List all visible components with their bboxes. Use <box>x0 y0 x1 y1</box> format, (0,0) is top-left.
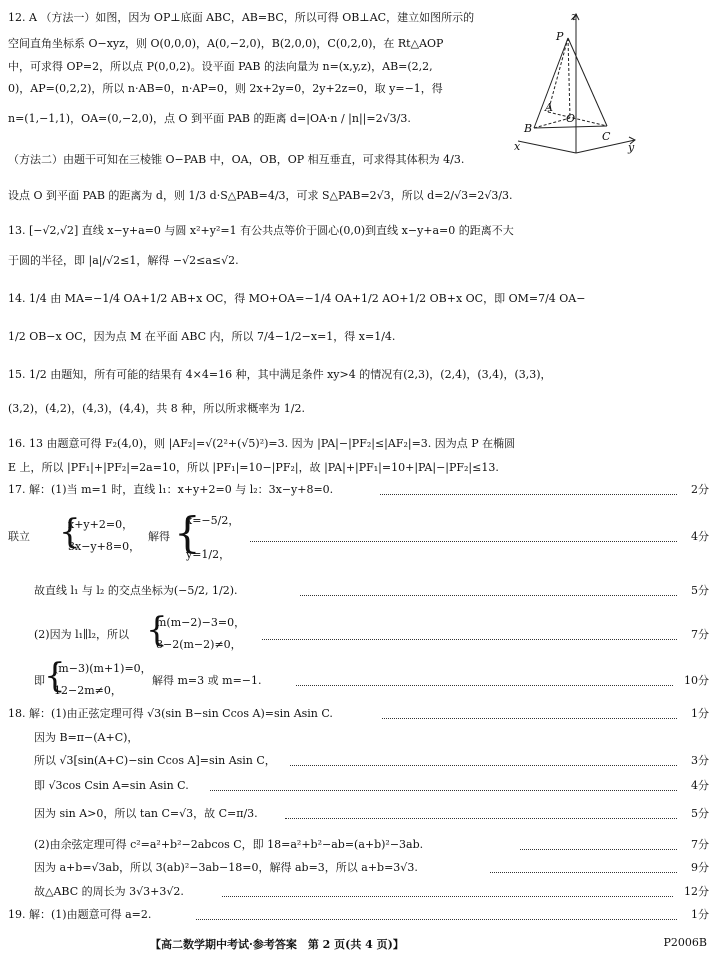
left-brace: { <box>44 656 66 696</box>
q17-cond-2: 8−2(m−2)≠0， <box>156 638 242 651</box>
q17-eq-2: 3x−y+8=0， <box>68 540 141 553</box>
leader-dots <box>520 849 677 850</box>
left-brace: { <box>174 508 201 557</box>
q17-cond-4: 12−2m≠0， <box>54 684 122 697</box>
score: 12分 <box>684 885 709 898</box>
q18-line-5: 因为 sin A>0，所以 tan C=√3，故 C=π/3. <box>34 807 258 820</box>
q15-line-2: (3,2)，(4,2)，(4,3)，(4,4)，共 8 种，所以所求概率为 1/2. <box>8 402 305 415</box>
fig-label-C: C <box>602 130 611 143</box>
q12-line-3: 中，可求得 OP=2，所以点 P(0,0,2)。设平面 PAB 的法向量为 n=(x,y,z)，AB=(2,2, <box>8 60 433 73</box>
leader-dots <box>250 541 677 542</box>
leader-dots <box>380 494 677 495</box>
q18-line-8: 故△ABC 的周长为 3√3+3√2. <box>34 885 184 898</box>
q17-ji-label: 即 <box>34 674 45 687</box>
q12-line-4: 0)，AP=(0,2,2)，所以 n·AB=0，n·AP=0，则 2x+2y=0，2y+2z=0，取 y=−1，得 <box>8 82 443 95</box>
leader-dots <box>490 872 677 873</box>
leader-dots <box>222 896 673 897</box>
q17-intersection: 故直线 l₁ 与 l₂ 的交点坐标为(−5/2, 1/2). <box>34 584 238 597</box>
leader-dots <box>382 718 677 719</box>
fig-label-B: B <box>524 122 533 135</box>
q17-part2-label: (2)因为 l₁∥l₂，所以 <box>34 628 130 641</box>
q19-line-1: 19. 解：(1)由题意可得 a=2. <box>8 908 152 921</box>
q17-result: 解得 m=3 或 m=−1. <box>152 674 262 687</box>
q14-line-1: 14. 1/4 由 MA=−1/4 OA+1/2 AB+x OC，得 MO+OA=−1/4 OA+1/2 AO+1/2 OB+x OC，即 OM=7/4 OA− <box>8 292 586 305</box>
q12-line-5: n=(1,−1,1)，OA=(0,−2,0)，点 O 到平面 PAB 的距离 d=|OA·n / |n||=2√3/3. <box>8 112 411 125</box>
fig-label-P: P <box>556 30 564 43</box>
score: 9分 <box>691 861 709 874</box>
score: 7分 <box>691 628 709 641</box>
q17-combine-label: 联立 <box>8 530 30 543</box>
score: 7分 <box>691 838 709 851</box>
q12-line-2: 空间直角坐标系 O−xyz，则 O(0,0,0)，A(0,−2,0)，B(2,0,0)，C(0,2,0)，在 Rt△AOP <box>8 37 444 50</box>
score: 5分 <box>691 584 709 597</box>
left-brace: { <box>59 512 81 552</box>
leader-dots <box>196 919 677 920</box>
q18-line-2: 因为 B=π−(A+C)， <box>34 731 139 744</box>
q12-line-1: 12. A （方法一）如图，因为 OP⊥底面 ABC，AB=BC，所以可得 OB⊥AC，建立如图所示的 <box>8 11 475 24</box>
leader-dots <box>262 639 677 640</box>
fig-label-A: A <box>545 101 553 114</box>
score: 2分 <box>691 483 709 496</box>
q13-line-1: 13. [−√2,√2] 直线 x−y+a=0 与圆 x²+y²=1 有公共点等价于圆心(0,0)到直线 x−y+a=0 的距离不大 <box>8 224 514 237</box>
q13-line-2: 于圆的半径，即 |a|/√2≤1，解得 −√2≤a≤√2. <box>8 254 239 267</box>
q17-eq-1: x+y+2=0， <box>68 518 134 531</box>
q12-method2: （方法二）由题干可知在三棱锥 O−PAB 中，OA，OB，OP 相互垂直，可求得其体积为 4/3. <box>8 153 465 166</box>
q14-line-2: 1/2 OB−x OC，因为点 M 在平面 ABC 内，所以 7/4−1/2−x=1，得 x=1/4. <box>8 330 396 343</box>
q16-line-2: E 上，所以 |PF₁|+|PF₂|=2a=10，所以 |PF₁|=10−|PF₂|，故 |PA|+|PF₁|=10+|PA|−|PF₂|≤13. <box>8 461 499 474</box>
leader-dots <box>290 765 677 766</box>
leader-dots <box>296 685 673 686</box>
q17-solve-label: 解得 <box>148 530 170 543</box>
q18-line-3: 所以 √3[sin(A+C)−sin Ccos A]=sin Asin C， <box>34 754 276 767</box>
leader-dots <box>210 790 677 791</box>
footer-code: P2006B <box>663 936 707 949</box>
fig-label-O: O <box>566 112 576 125</box>
score: 1分 <box>691 707 709 720</box>
leader-dots <box>300 595 677 596</box>
q18-line-7: 因为 a+b=√3ab，所以 3(ab)²−3ab−18=0，解得 ab=3，所以 a+b=3√3. <box>34 861 418 874</box>
score: 5分 <box>691 807 709 820</box>
q15-line-1: 15. 1/2 由题知，所有可能的结果有 4×4=16 种，其中满足条件 xy>4 的情况有(2,3)，(2,4)，(3,4)，(3,3)， <box>8 368 552 381</box>
q17-cond-3: (m−3)(m+1)=0， <box>54 662 152 675</box>
fig-label-y: y <box>628 141 635 154</box>
q17-line-1: 17. 解：(1)当 m=1 时，直线 l₁：x+y+2=0 与 l₂：3x−y+8=0. <box>8 483 334 496</box>
q18-line-4: 即 √3cos Csin A=sin Asin C. <box>34 779 189 792</box>
leader-dots <box>285 818 677 819</box>
q18-line-1: 18. 解：(1)由正弦定理可得 √3(sin B−sin Ccos A)=sin Asin C. <box>8 707 333 720</box>
score: 4分 <box>691 779 709 792</box>
q17-sol-x: x=−5/2， <box>186 514 240 527</box>
fig-label-x: x <box>514 140 521 153</box>
score: 10分 <box>684 674 709 687</box>
left-brace: { <box>146 610 168 650</box>
score: 4分 <box>691 530 709 543</box>
score: 3分 <box>691 754 709 767</box>
q17-sol-y: y=1/2， <box>186 548 231 561</box>
score: 1分 <box>691 908 709 921</box>
fig-label-z: z <box>571 10 577 23</box>
q17-cond-1: m(m−2)−3=0， <box>156 616 246 629</box>
q18-line-6: (2)由余弦定理可得 c²=a²+b²−2abcos C，即 18=a²+b²−ab=(a+b)²−3ab. <box>34 838 424 851</box>
footer-title: 【高二数学期中考试·参考答案 第 2 页(共 4 页)】 <box>150 938 404 951</box>
q12-line-7: 设点 O 到平面 PAB 的距离为 d，则 1/3 d·S△PAB=4/3，可求 S△PAB=2√3，所以 d=2/√3=2√3/3. <box>8 189 513 202</box>
tetrahedron-figure <box>512 8 642 158</box>
q16-line-1: 16. 13 由题意可得 F₂(4,0)，则 |AF₂|=√(2²+(√5)²)=3. 因为 |PA|−|PF₂|≤|AF₂|=3. 因为点 P 在椭圆 <box>8 437 516 450</box>
